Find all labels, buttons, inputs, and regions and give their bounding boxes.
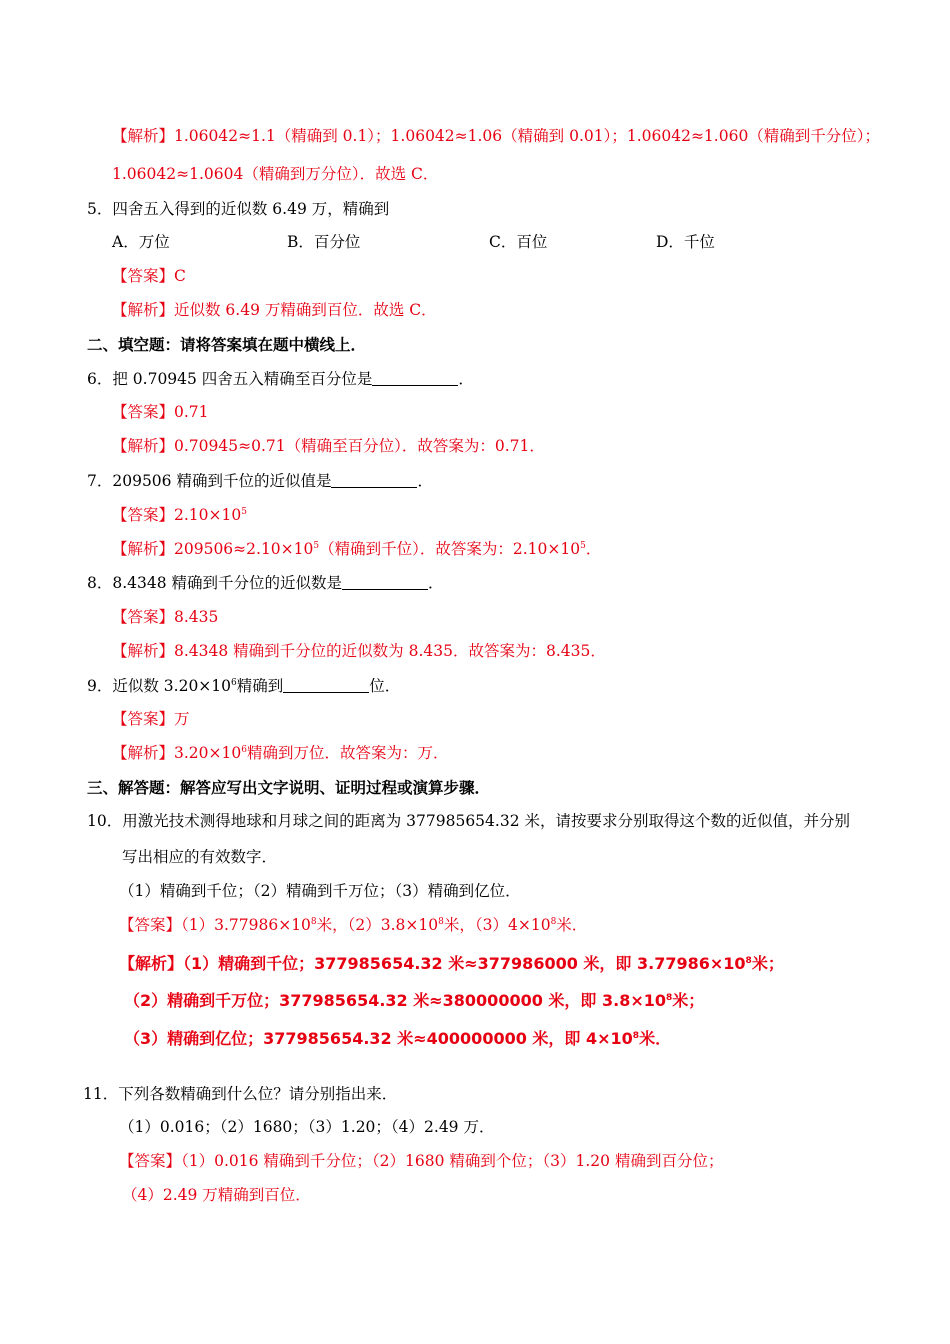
q7-answer bbox=[112, 505, 247, 525]
q6-stem bbox=[87, 369, 474, 389]
q7-stem-end: ． bbox=[417, 472, 433, 490]
q10-explanation-3a: （3）精确到亿位；377985654.32 米≈400000000 米，即 4×10 bbox=[124, 1029, 633, 1048]
q11-answer-line1: 【答案】（1）0.016 精确到千分位；（2）1680 精确到个位；（3）1.20 精确到百分位； bbox=[119, 1152, 724, 1170]
q7-explanation-exponent-2: 5 bbox=[580, 541, 586, 551]
section-3-heading: 三、解答题：解答应写出文字说明、证明过程或演算步骤． bbox=[87, 778, 491, 797]
q9-explanation bbox=[112, 743, 448, 763]
q10-parts: （1）精确到千位；（2）精确到千万位；（3）精确到亿位． bbox=[119, 882, 521, 900]
q10-answer-exponent-1: 8 bbox=[310, 917, 317, 927]
q9-stem-end: 位． bbox=[369, 677, 401, 695]
q5-option-b: B．百分位 bbox=[287, 233, 361, 251]
q8-answer: 【答案】8.435 bbox=[112, 608, 219, 626]
q6-explanation: 【解析】0.70945≈0.71（精确至百分位）．故答案为：0.71． bbox=[112, 437, 545, 455]
q9-explanation-b: 精确到万位．故答案为：万． bbox=[246, 744, 449, 762]
q10-explanation-line1 bbox=[119, 954, 784, 974]
q7-stem-text: 7．209506 精确到千位的近似值是 bbox=[87, 472, 332, 490]
q9-answer: 【答案】万 bbox=[112, 710, 190, 728]
q10-answer bbox=[119, 915, 587, 935]
q10-answer-exponent-3: 8 bbox=[550, 917, 557, 927]
q5-stem: 5．四舍五入得到的近似数 6.49 万，精确到 bbox=[87, 200, 390, 218]
q8-stem-text: 8．8.4348 精确到千分位的近似数是 bbox=[87, 574, 343, 592]
q10-explanation-2a: （2）精确到千万位；377985654.32 米≈380000000 米，即 3.8×10 bbox=[124, 991, 667, 1010]
q10-answer-c: 米，（3）4×10 bbox=[443, 916, 551, 934]
q10-explanation-line3 bbox=[124, 1029, 671, 1049]
q9-answer-blank bbox=[283, 677, 369, 693]
q10-explanation-exponent-1: 8 bbox=[745, 956, 752, 966]
q9-explanation-a: 【解析】3.20×10 bbox=[112, 744, 242, 762]
q11-answer-line2: （4）2.49 万精确到百位． bbox=[122, 1186, 311, 1204]
q9-stem bbox=[87, 676, 400, 696]
q6-stem-end: ． bbox=[458, 370, 474, 388]
q7-answer-base: 2.10×10 bbox=[174, 506, 242, 524]
q10-stem-line1: 10．用激光技术测得地球和月球之间的距离为 377985654.32 米，请按要求分别取得这个数的近似值，并分别 bbox=[87, 812, 850, 830]
q7-explanation-b: （精确到千位）．故答案为：2.10×10 bbox=[319, 540, 581, 558]
q9-explanation-exponent: 6 bbox=[241, 745, 247, 755]
q10-answer-a: 【答案】（1）3.77986×10 bbox=[119, 916, 311, 934]
q5-option-a: A．万位 bbox=[112, 233, 170, 251]
q11-parts: （1）0.016；（2）1680；（3）1.20；（4）2.49 万． bbox=[119, 1118, 495, 1136]
q5-answer: 【答案】C bbox=[112, 267, 186, 285]
q4-explanation-line1: 【解析】1.06042≈1.1（精确到 0.1）；1.06042≈1.06（精确到 0.01）；1.06042≈1.060（精确到千分位）； bbox=[112, 127, 881, 145]
q6-stem-text: 6．把 0.70945 四舍五入精确至百分位是 bbox=[87, 370, 373, 388]
q7-answer-exponent: 5 bbox=[241, 507, 247, 517]
q6-answer: 【答案】0.71 bbox=[112, 403, 209, 421]
q7-answer-label: 【答案】 bbox=[112, 506, 175, 524]
q10-explanation-line2 bbox=[124, 991, 704, 1011]
q10-explanation-1b: 米； bbox=[751, 954, 784, 973]
q9-stem-mid: 精确到 bbox=[236, 677, 284, 695]
q5-option-c: C．百位 bbox=[489, 233, 548, 251]
q10-explanation-2b: 米； bbox=[672, 991, 705, 1010]
q6-answer-blank bbox=[372, 370, 458, 386]
q8-answer-blank bbox=[342, 574, 428, 590]
q8-stem-end: ． bbox=[428, 574, 444, 592]
q10-explanation-exponent-3: 8 bbox=[632, 1031, 640, 1041]
q7-answer-blank bbox=[331, 472, 417, 488]
q11-stem: 11．下列各数精确到什么位？请分别指出来． bbox=[83, 1085, 398, 1103]
q8-explanation: 【解析】8.4348 精确到千分位的近似数为 8.435．故答案为：8.435． bbox=[112, 642, 606, 660]
q10-answer-d: 米． bbox=[556, 916, 588, 934]
q10-answer-b: 米，（2）3.8×10 bbox=[316, 916, 439, 934]
q7-explanation bbox=[112, 539, 601, 559]
q10-stem-line2: 写出相应的有效数字． bbox=[122, 848, 278, 866]
q9-stem-exponent: 6 bbox=[231, 678, 237, 688]
section-2-heading: 二、填空题：请将答案填在题中横线上． bbox=[87, 335, 367, 354]
q8-stem bbox=[87, 573, 444, 593]
q7-explanation-a: 【解析】209506≈2.10×10 bbox=[112, 540, 314, 558]
q4-explanation-line2: 1.06042≈1.0604（精确到万分位）．故选 C． bbox=[112, 165, 439, 183]
q10-explanation-3b: 米． bbox=[639, 1029, 672, 1048]
q7-stem bbox=[87, 471, 433, 491]
q10-explanation-1a: 【解析】（1）精确到千位；377985654.32 米≈377986000 米，即 3.77986×10 bbox=[119, 954, 746, 973]
q5-option-d: D．千位 bbox=[656, 233, 715, 251]
q10-explanation-exponent-2: 8 bbox=[666, 993, 673, 1003]
q7-explanation-c: ． bbox=[585, 540, 602, 558]
q5-explanation: 【解析】近似数 6.49 万精确到百位．故选 C． bbox=[112, 301, 437, 319]
q9-stem-text: 9．近似数 3.20×10 bbox=[87, 677, 232, 695]
q7-explanation-exponent-1: 5 bbox=[313, 541, 320, 551]
q10-answer-exponent-2: 8 bbox=[438, 917, 444, 927]
